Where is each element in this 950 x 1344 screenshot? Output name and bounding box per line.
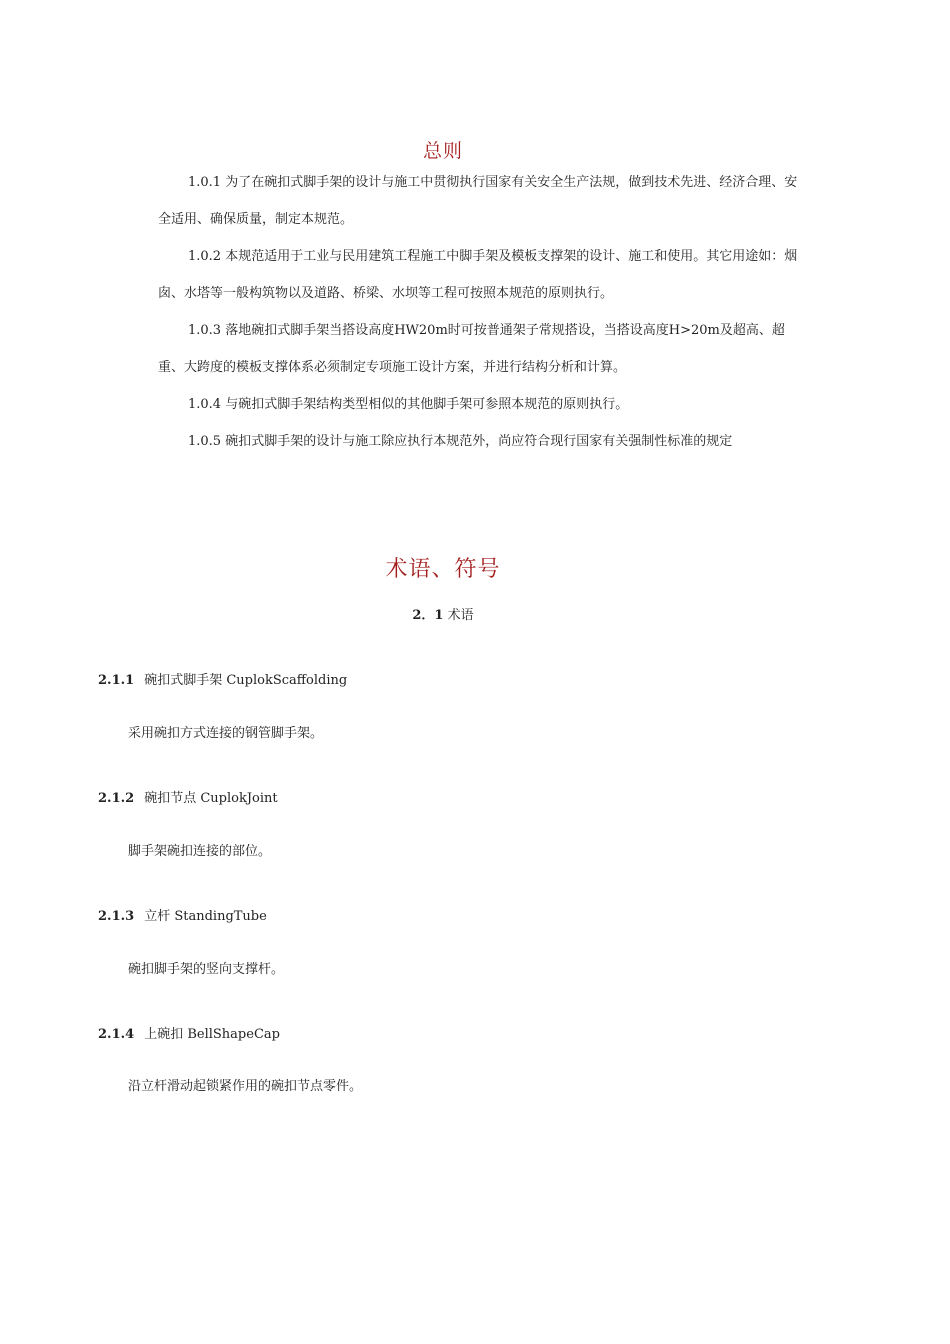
term-definition: 脚手架碗扣连接的部位。 [128,844,272,859]
subsection-label: 术语 [447,608,474,623]
term-heading [98,1023,280,1042]
term-number: 2.1.4 [98,1027,135,1042]
term-heading [98,905,267,924]
term-definition: 沿立杆滑动起锁紧作用的碗扣节点零件。 [128,1079,363,1094]
term-name: 碗扣式脚手架 CuplokScaffolding [144,673,348,688]
paragraph-1-0-3 [158,312,798,386]
term-number: 2.1.1 [98,673,135,688]
paragraph-text: 1.0.1 为了在碗扣式脚手架的设计与施工中贯彻执行国家有关安全生产法规，做到技术先进、经济合理、安全适用、确保质量，制定本规范。 [158,175,798,227]
section-title-general: 总则 [422,140,463,162]
term-name: 上碗扣 BellShapeCap [144,1027,280,1042]
term-heading [98,669,347,688]
term-number: 2.1.3 [98,909,135,924]
paragraph-text: 1.0.2 本规范适用于工业与民用建筑工程施工中脚手架及模板支撑架的设计、施工和使用。其它用途如：烟囱、水塔等一般构筑物以及道路、桥梁、水坝等工程可按照本规范的原则执行。 [158,249,798,301]
term-number: 2.1.2 [98,791,135,806]
subsection-title-terms [0,604,886,623]
paragraph-text: 1.0.3 落地碗扣式脚手架当搭设高度HW20m时可按普通架子常规搭设，当搭设高度H>20m及超高、超重、大跨度的模板支撑体系必须制定专项施工设计方案，并进行结构分析和计算。 [158,323,785,375]
paragraph-1-0-2 [158,238,798,312]
paragraph-1-0-4 [158,386,798,423]
paragraph-1-0-1 [158,164,798,238]
term-name: 立杆 StandingTube [144,909,267,924]
paragraph-1-0-5 [158,423,798,460]
term-definition: 采用碗扣方式连接的钢管脚手架。 [128,726,324,741]
section-title-terms: 术语、符号 [385,557,501,582]
subsection-number: 2．1 [412,608,444,623]
paragraph-text: 1.0.5 碗扣式脚手架的设计与施工除应执行本规范外，尚应符合现行国家有关强制性标准的规定 [188,434,733,449]
term-heading [98,787,278,806]
term-definition: 碗扣脚手架的竖向支撑杆。 [128,962,285,977]
term-name: 碗扣节点 CuplokJoint [144,791,278,806]
paragraph-text: 1.0.4 与碗扣式脚手架结构类型相似的其他脚手架可参照本规范的原则执行。 [188,397,629,412]
